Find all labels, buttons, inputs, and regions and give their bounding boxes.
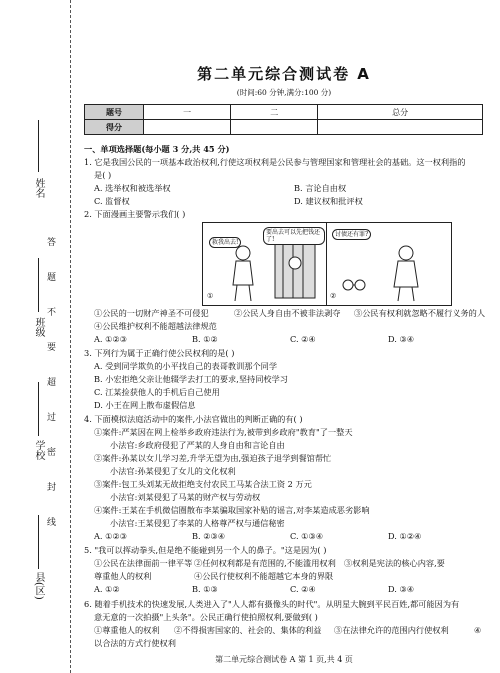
question-3 — [84, 347, 484, 412]
score-cell: 二 — [231, 105, 318, 120]
class-label: 班级 — [33, 317, 44, 337]
option-a: A. 受到同学欺负的小平找自己的表哥教训那个同学 — [94, 361, 278, 371]
seal-char: 密 — [47, 448, 57, 458]
question-stem: 6. 随着手机技术的快速发展,人类进入了"人人都有摄像头的时代"。从明星大腕到平民百姓,都可能因为有 — [84, 599, 460, 609]
name-line — [38, 120, 39, 172]
option-b: B. ①③ — [192, 584, 218, 594]
statement: ②公民人身自由不被非法剥夺 — [234, 308, 341, 318]
speech-bubble: 救我出去! — [209, 237, 241, 248]
seal-char: 封 — [47, 483, 57, 493]
panel-number: ② — [330, 292, 337, 300]
case-text: ④案件:王某在手机微信圈散布李某骗取国家补贴的谣言,对李某造成恶劣影响 — [94, 505, 370, 515]
seal-char: 超 — [47, 378, 57, 388]
option-a: A. ①② — [94, 584, 120, 594]
seal-char: 过 — [47, 413, 57, 423]
option-d: D. ①②④ — [388, 531, 422, 541]
county-label: 县(区) — [33, 572, 44, 600]
seal-char: 题 — [47, 273, 57, 283]
speech-bubble: 要出去可以先把钱还了! — [263, 227, 325, 245]
binding-margin — [0, 0, 70, 673]
option-a: A. ①②③ — [94, 334, 128, 344]
score-cell[interactable] — [318, 120, 483, 135]
judge-text: 小法官:乡政府侵犯了严某的人身自由和言论自由 — [110, 440, 285, 450]
page-subtitle: (时间:60 分钟,满分:100 分) — [236, 88, 332, 97]
score-cell[interactable] — [231, 120, 318, 135]
statement: ④ — [474, 625, 482, 635]
question-2-options — [84, 307, 484, 346]
score-table — [84, 104, 483, 135]
question-6 — [84, 598, 484, 650]
statement: 尊重他人的权利 — [94, 571, 152, 581]
statement: ③在法律允许的范围内行使权利 — [334, 625, 449, 635]
statement: ②不得损害国家的、社会的、集体的利益 — [174, 625, 322, 635]
option-c: C. ②④ — [290, 584, 316, 594]
seal-char: 线 — [47, 518, 57, 528]
question-stem: 意无意的一次拍摄"上头条"。公民正确行使拍照权利,要做到( ) — [94, 612, 318, 622]
question-stem: 3. 下列行为属于正确行使公民权利的是( ) — [84, 348, 235, 358]
score-cell: 一 — [144, 105, 231, 120]
case-text: ①案件:严某因在网上检举乡政府违法行为,被带到乡政府"教育"了一整天 — [94, 427, 353, 437]
statement: ③权利是宪法的核心内容,要 — [344, 558, 445, 568]
option-c: C. ①③④ — [290, 531, 324, 541]
option-d: D. 建议权和批评权 — [294, 196, 363, 206]
county-line — [38, 515, 39, 569]
score-cell: 题号 — [85, 105, 144, 120]
score-cell[interactable] — [144, 120, 231, 135]
question-stem: 4. 下面模拟法庭活动中的案件,小法官做出的判断正确的有( ) — [84, 414, 303, 424]
option-b: B. ②③④ — [192, 531, 226, 541]
question-4 — [84, 413, 484, 543]
statement: ④公民行使权利不能超越它本身的界限 — [194, 571, 334, 581]
statement: ③公民有权利就忽略不履行义务的人 — [354, 308, 486, 318]
option-c: C. 江某捡获他人的手机后自己使用 — [94, 387, 220, 397]
question-stem: 1. 它是我国公民的一项基本政治权利,行使这项权利是公民参与管理国家和管理社会的基础。这一权利指的 — [84, 157, 466, 167]
judge-text: 小法官:刘某侵犯了马某的财产权与劳动权 — [110, 492, 261, 502]
case-text: ②案件:孙某以女儿学习差,升学无望为由,强迫孩子退学到餐馆帮忙 — [94, 453, 332, 463]
exam-page — [84, 0, 484, 673]
page-footer: 第二单元综合测试卷 A 第 1 页,共 4 页 — [215, 655, 353, 664]
option-b: B. ①② — [192, 334, 218, 344]
school-line — [38, 382, 39, 436]
statement: ①尊重他人的权利 — [94, 625, 160, 635]
question-stem: 5. "我可以挥动拳头,但是绝不能碰到另一个人的鼻子。"这是因为( ) — [84, 545, 327, 555]
speech-bubble: 讨债还有罪? — [332, 229, 371, 240]
judge-text: 小法官:孙某侵犯了女儿的文化权利 — [110, 466, 236, 476]
statement: ④公民维护权利不能超越法律规范 — [94, 321, 217, 331]
cartoon-panel-1 — [203, 223, 327, 305]
judge-text: 小法官:王某侵犯了李某的人格尊严权与通信秘密 — [110, 518, 285, 528]
question-stem: 是( ) — [94, 170, 112, 180]
statement: ①公民在法律面前一律平等 — [94, 558, 193, 568]
option-a: A. ①②③ — [94, 531, 128, 541]
case-text: ③案件:包工头刘某无故拒绝支付农民工马某合法工资 2 万元 — [94, 479, 312, 489]
cartoon-illustration — [202, 222, 452, 306]
score-cell: 总分 — [318, 105, 483, 120]
panel-number: ① — [207, 292, 214, 300]
statement: 以合法的方式行使权利 — [94, 638, 176, 648]
statement: ①公民的一切财产神圣不可侵犯 — [94, 308, 209, 318]
question-5 — [84, 544, 484, 596]
name-label: 姓名 — [33, 178, 44, 198]
option-d: D. 小王在网上散布虚假信息 — [94, 400, 196, 410]
statement: ②任何权利都是有范围的,不能滥用权利 — [194, 558, 336, 568]
seal-char: 答 — [47, 238, 57, 248]
cartoon-panel-2 — [326, 223, 451, 305]
option-c: C. 监督权 — [94, 196, 130, 206]
option-b: B. 小宏拒绝父亲让他辍学去打工的要求,坚持同校学习 — [94, 374, 288, 384]
question-2 — [84, 208, 484, 221]
option-a: A. 选举权和被选举权 — [94, 183, 171, 193]
question-stem: 2. 下面漫画主要警示我们( ) — [84, 209, 186, 219]
option-c: C. ②④ — [290, 334, 316, 344]
seal-char: 要 — [47, 343, 57, 353]
seal-char: 不 — [47, 308, 57, 318]
question-1 — [84, 156, 484, 208]
seal-line — [70, 0, 71, 673]
class-line — [38, 258, 39, 312]
option-d: D. ③④ — [388, 334, 415, 344]
option-b: B. 言论自由权 — [294, 183, 347, 193]
page-title: 第二单元综合测试卷 A — [197, 65, 371, 83]
score-cell: 得分 — [85, 120, 144, 135]
option-d: D. ③④ — [388, 584, 415, 594]
school-label: 学校 — [33, 440, 44, 460]
section-heading: 一、单项选择题(每小题 3 分,共 45 分) — [84, 144, 230, 154]
